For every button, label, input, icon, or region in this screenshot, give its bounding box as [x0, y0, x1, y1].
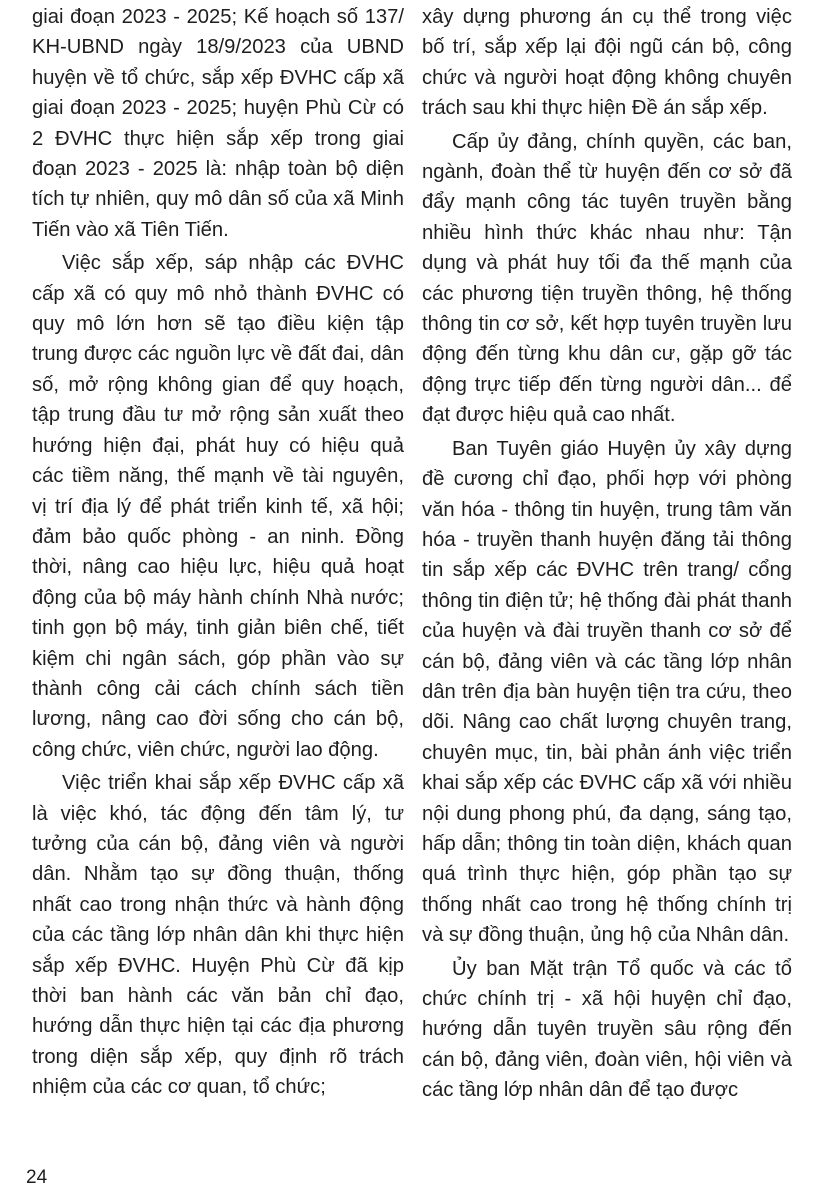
page-number: 24	[26, 1167, 48, 1188]
paragraph: Ban Tuyên giáo Huyện ủy xây dựng đề cương chỉ đạo, phối hợp với phòng văn hóa - thông tin huyện, trung tâm văn hóa - truyền thanh huyện đăng tải thông tin sắp xếp các ĐVHC trên trang/ cổng thông tin điện tử; hệ thống đài phát thanh của huyện và đài truyền thanh cơ sở để cán bộ, đảng viên và các tầng lớp nhân dân trên địa bàn huyện tiện tra cứu, theo dõi. Nâng cao chất lượng chuyên trang, chuyên mục, tin, bài phản ánh việc triển khai sắp xếp các ĐVHC cấp xã với nhiều nội dung phong phú, đa dạng, sáng tạo, hấp dẫn; thông tin toàn diện, khách quan quá trình thực hiện, góp phần tạo sự thống nhất cao trong hệ thống chính trị và sự đồng thuận, ủng hộ của Nhân dân.	[422, 437, 792, 947]
paragraph: giai đoạn 2023 - 2025; Kế hoạch số 137/ KH-UBND ngày 18/9/2023 của UBND huyện về tổ chức, sắp xếp ĐVHC cấp xã giai đoạn 2023 - 2025; huyện Phù Cừ có 2 ĐVHC thực hiện sắp xếp trong giai đoạn 2023 - 2025 là: nhập toàn bộ diện tích tự nhiên, quy mô dân số của xã Minh Tiến vào xã Tiên Tiến.	[32, 6, 404, 241]
left-column	[32, 2, 404, 1103]
paragraph: xây dựng phương án cụ thể trong việc bố trí, sắp xếp lại đội ngũ cán bộ, công chức và người hoạt động không chuyên trách sau khi thực hiện Đề án sắp xếp.	[422, 6, 792, 120]
paragraph: Việc triển khai sắp xếp ĐVHC cấp xã là việc khó, tác động đến tâm lý, tư tưởng của cán bộ, đảng viên và người dân. Nhằm tạo sự đồng thuận, thống nhất cao trong nhận thức và hành động của các tầng lớp nhân dân khi thực hiện sắp xếp ĐVHC. Huyện Phù Cừ đã kịp thời ban hành các văn bản chỉ đạo, hướng dẫn thực hiện tại các địa phương trong diện sắp xếp, quy định rõ trách nhiệm của các cơ quan, tổ chức;	[32, 772, 404, 1099]
paragraph: Cấp ủy đảng, chính quyền, các ban, ngành, đoàn thể từ huyện đến cơ sở đã đẩy mạnh công tác tuyên truyền bằng nhiều hình thức khác nhau như: Tận dụng và phát huy tối đa thế mạnh của các phương tiện truyền thông, hệ thống thông tin cơ sở, kết hợp tuyên truyền lưu động đến từng khu dân cư, gặp gỡ tác động trực tiếp đến từng người dân... để đạt được hiệu quả cao nhất.	[422, 130, 792, 427]
paragraph: Ủy ban Mặt trận Tổ quốc và các tổ chức chính trị - xã hội huyện chỉ đạo, hướng dẫn tuyên truyền sâu rộng đến cán bộ, đảng viên, đoàn viên, hội viên và các tầng lớp nhân dân để tạo được	[422, 957, 792, 1102]
right-column	[422, 2, 792, 1106]
paragraph: Việc sắp xếp, sáp nhập các ĐVHC cấp xã có quy mô nhỏ thành ĐVHC có quy mô lớn hơn sẽ tạo điều kiện tập trung được các nguồn lực về đất đai, dân số, mở rộng không gian để quy hoạch, tập trung đầu tư mở rộng sản xuất theo hướng hiện đại, phát huy có hiệu quả các tiềm năng, thế mạnh về tài nguyên, vị trí địa lý để phát triển kinh tế, xã hội; đảm bảo quốc phòng - an ninh. Đồng thời, nâng cao hiệu lực, hiệu quả hoạt động của bộ máy hành chính Nhà nước; tinh gọn bộ máy, tinh giản biên chế, tiết kiệm chi ngân sách, góp phần vào sự thành công cải cách chính sách tiền lương, nâng cao đời sống cho cán bộ, công chức, viên chức, người lao động.	[32, 252, 404, 761]
